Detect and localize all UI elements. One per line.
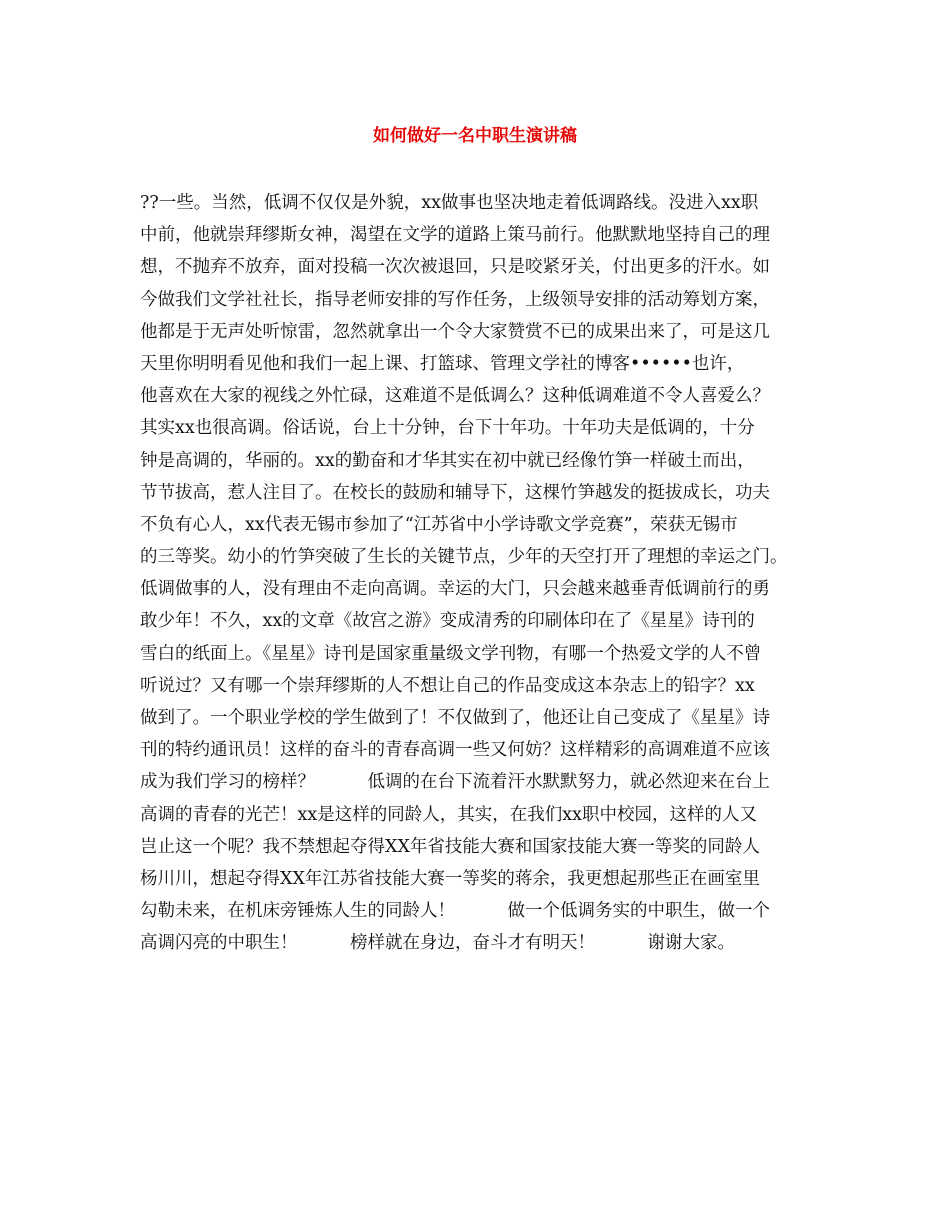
body-line: 节节拔高，惹人注目了。在校长的鼓励和辅导下，这棵竹笋越发的挺拔成长，功夫 bbox=[140, 482, 770, 503]
body-line: 敢少年！不久，xx的文章《故宫之游》变成清秀的印刷体印在了《星星》诗刊的 bbox=[140, 611, 755, 632]
body-line: 中前，他就崇拜缪斯女神，渴望在文学的道路上策马前行。他默默地坚持自己的理 bbox=[140, 225, 770, 246]
document-title: 如何做好一名中职生演讲稿 bbox=[373, 126, 577, 146]
body-line: 岂止这一个呢？我不禁想起夺得XX年省技能大赛和国家技能大赛一等奖的同龄人 bbox=[140, 836, 760, 857]
body-line: 做到了。一个职业学校的学生做到了！不仅做到了，他还让自己变成了《星星》诗 bbox=[140, 708, 770, 728]
body-line: 其实xx也很高调。俗话说，台上十分钟，台下十年功。十年功夫是低调的，十分 bbox=[140, 418, 755, 439]
body-line: 成为我们学习的榜样？ 低调的在台下流着汗水默默努力，就必然迎来在台上 bbox=[140, 772, 770, 793]
body-line: 低调做事的人，没有理由不走向高调。幸运的大门，只会越来越垂青低调前行的勇 bbox=[140, 579, 770, 600]
body-line: 勾勒未来，在机床旁锤炼人生的同龄人！ 做一个低调务实的中职生，做一个 bbox=[140, 901, 770, 922]
body-line: ??一些。当然，低调不仅仅是外貌，xx做事也坚决地走着低调路线。没进入xx职 bbox=[140, 193, 759, 213]
body-line: 天里你明明看见他和我们一起上课、打篮球、管理文学社的博客••••••也许， bbox=[140, 353, 745, 374]
body-line: 他喜欢在大家的视线之外忙碌，这难道不是低调么？这种低调难道不令人喜爱么？ bbox=[140, 386, 770, 407]
body-line: 杨川川，想起夺得XX年江苏省技能大赛一等奖的蒋余，我更想起那些正在画室里 bbox=[140, 868, 760, 889]
body-line: 想，不抛弃不放弃，面对投稿一次次被退回，只是咬紧牙关，付出更多的汗水。如 bbox=[140, 257, 770, 278]
body-line: 雪白的纸面上。《星星》诗刊是国家重量级文学刊物，有哪一个热爱文学的人不曾 bbox=[140, 643, 762, 664]
document-body bbox=[140, 187, 820, 960]
body-line: 钟是高调的，华丽的。xx的勤奋和才华其实在初中就已经像竹笋一样破土而出， bbox=[140, 450, 755, 471]
body-line: 他都是于无声处听惊雷，忽然就拿出一个令大家赞赏不已的成果出来了，可是这几 bbox=[140, 321, 770, 342]
body-line: 高调的青春的光芒！xx是这样的同龄人，其实，在我们xx职中校园，这样的人又 bbox=[140, 804, 757, 825]
body-line: 不负有心人，xx代表无锡市参加了“江苏省中小学诗歌文学竞赛”，荣获无锡市 bbox=[140, 514, 738, 535]
body-line: 刊的特约通讯员！这样的奋斗的青春高调一些又何妨？这样精彩的高调难道不应该 bbox=[140, 740, 770, 761]
body-line: 的三等奖。幼小的竹笋突破了生长的关键节点，少年的天空打开了理想的幸运之门。 bbox=[140, 547, 788, 568]
body-line: 高调闪亮的中职生！ 榜样就在身边，奋斗才有明天！ 谢谢大家。 bbox=[140, 933, 735, 954]
body-line: 听说过？又有哪一个崇拜缪斯的人不想让自己的作品变成这本杂志上的铅字？xx bbox=[140, 675, 755, 696]
body-line: 今做我们文学社社长，指导老师安排的写作任务，上级领导安排的活动筹划方案， bbox=[140, 289, 770, 310]
